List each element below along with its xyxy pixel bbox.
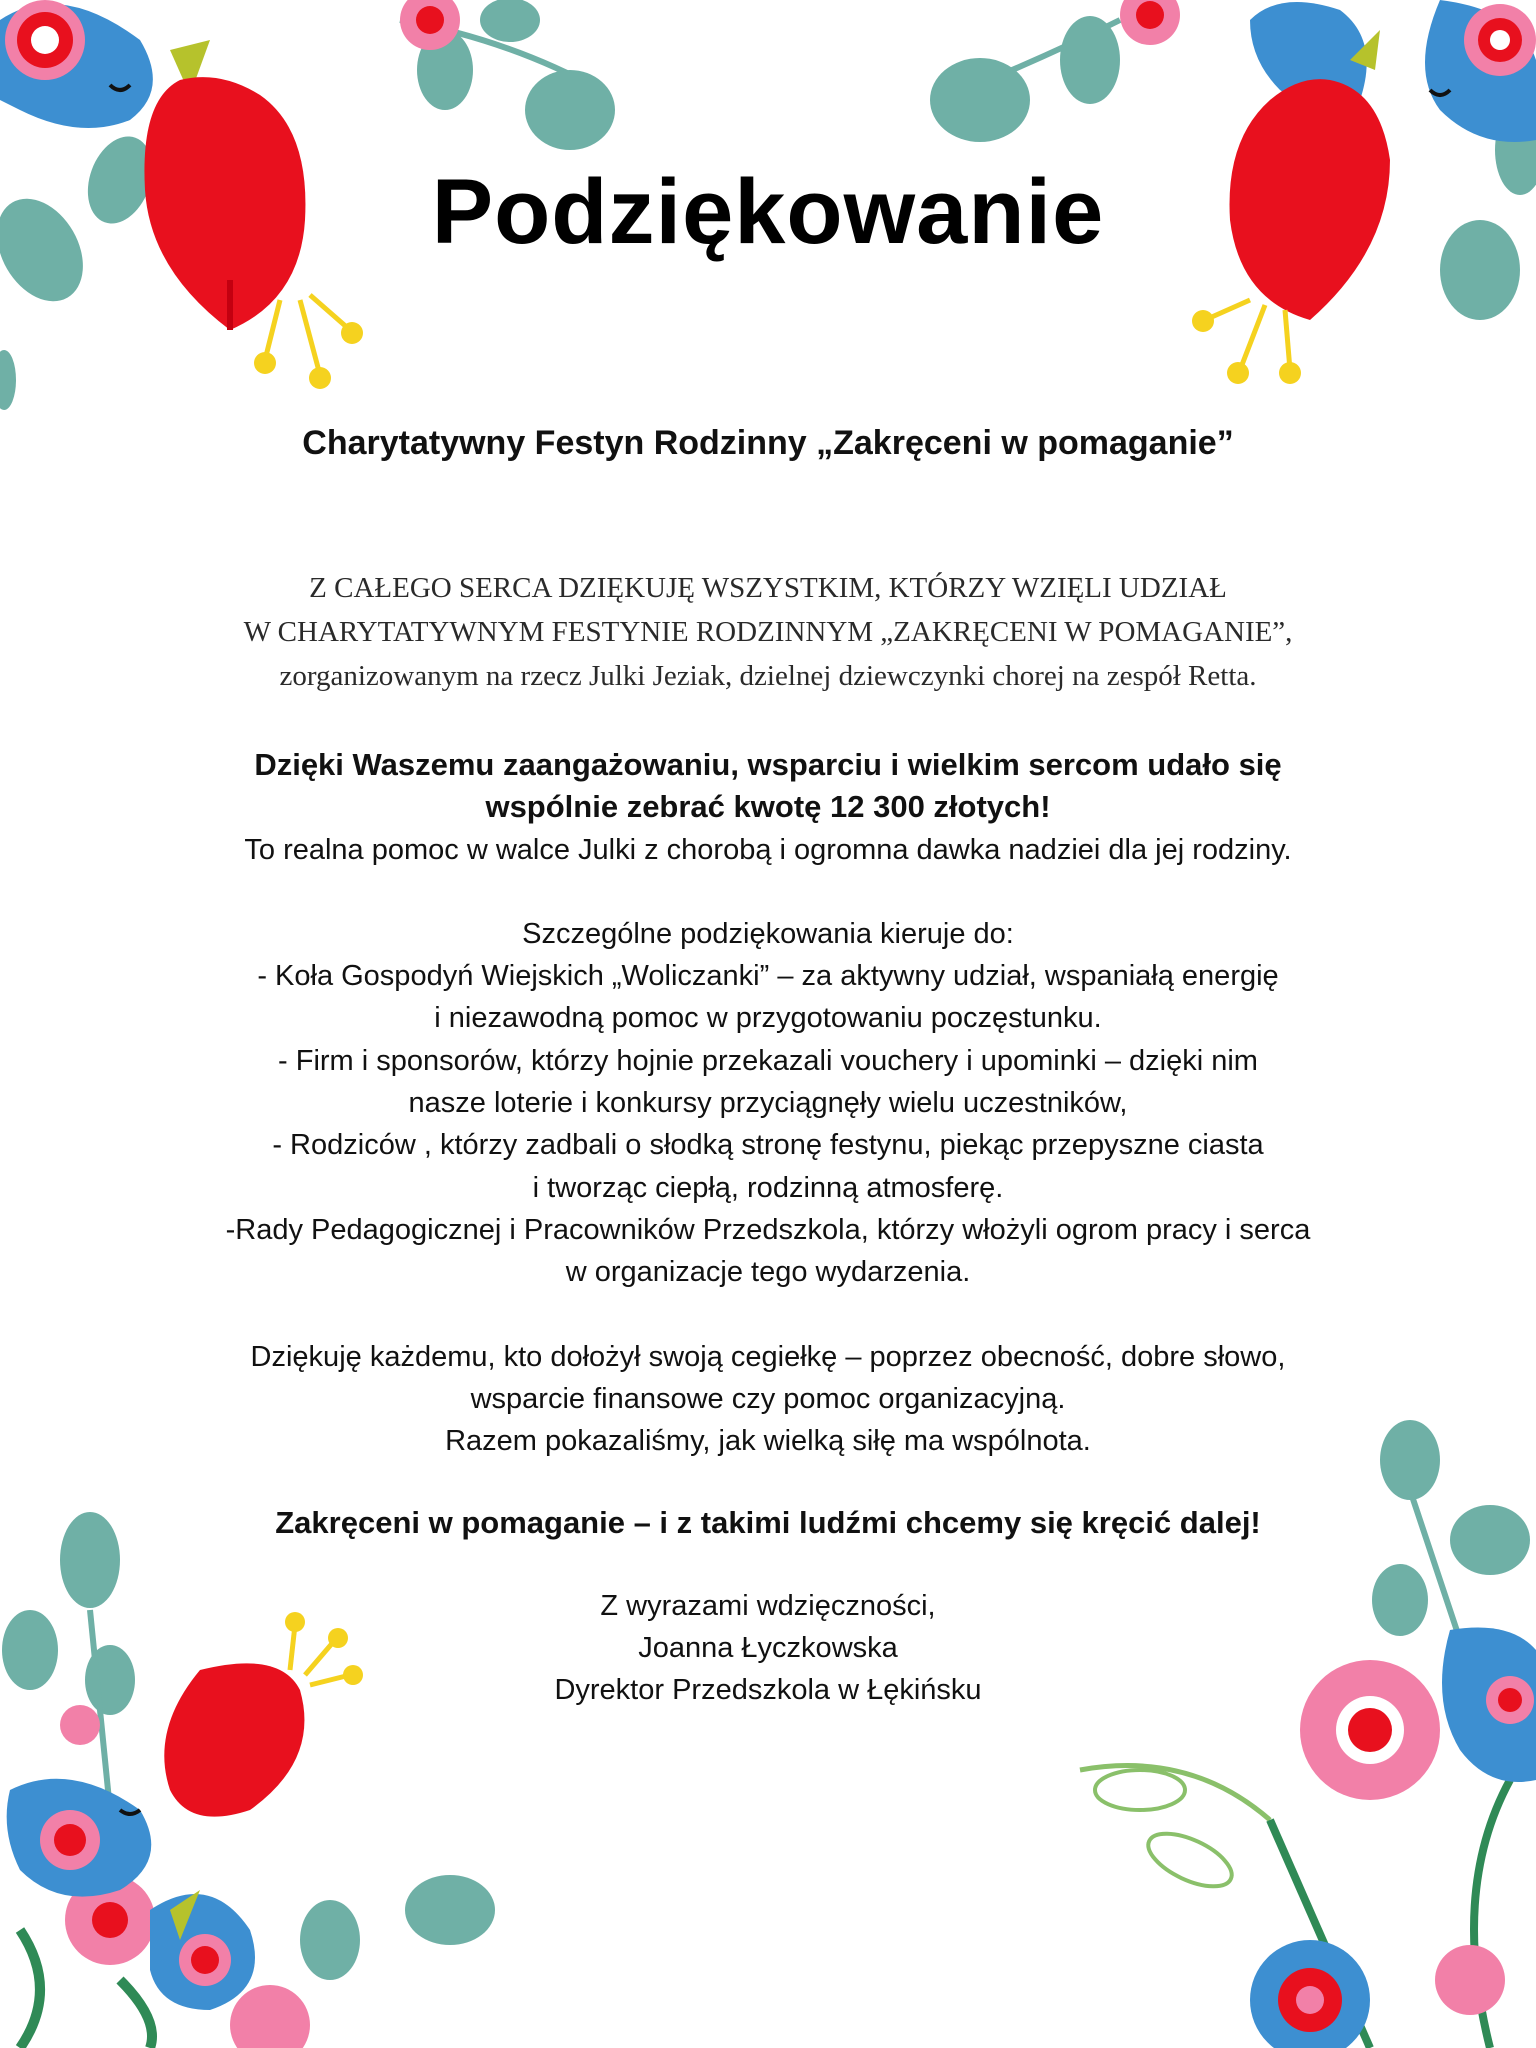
intro-line: zorganizowanym na rzecz Julki Jeziak, dzielnej dziewczynki chorej na zespół Retta. [279, 660, 1257, 692]
highlight-followup: To realna pomoc w walce Julki z chorobą i ogromna dawka nadziei dla jej rodziny. [244, 833, 1292, 866]
letter-body [0, 744, 1536, 1712]
thanks-line: - Koła Gospodyń Wiejskich „Woliczanki” – za aktywny udział, wspaniałą energię [257, 960, 1279, 993]
closing-line: Dziękuję każdemu, kto dołożył swoją cegiełkę – poprzez obecność, dobre słowo, [250, 1340, 1286, 1373]
closing-line: wsparcie finansowe czy pomoc organizacyjną. [470, 1382, 1066, 1415]
signature-name: Joanna Łyczkowska [638, 1632, 898, 1665]
page-title: Podziękowanie [431, 161, 1105, 263]
intro-line: W CHARYTATYWNYM FESTYNIE RODZINNYM „ZAKRĘCENI W POMAGANIE”, [243, 616, 1293, 648]
intro-line: Z CAŁEGO SERCA DZIĘKUJĘ WSZYSTKIM, KTÓRZY WZIĘLI UDZIAŁ [309, 572, 1227, 604]
highlight-line: wspólnie zebrać kwotę 12 300 złotych! [485, 789, 1051, 825]
thanks-line: - Rodziców , którzy zadbali o słodką stronę festynu, piekąc przepyszne ciasta [272, 1129, 1264, 1162]
event-subtitle: Charytatywny Festyn Rodzinny „Zakręceni w pomaganie” [302, 424, 1234, 462]
thanks-line: -Rady Pedagogicznej i Pracowników Przedszkola, którzy włożyli ogrom pracy i serca [225, 1213, 1311, 1246]
signature-role: Dyrektor Przedszkola w Łękińsku [554, 1674, 982, 1707]
thanks-heading: Szczególne podziękowania kieruje do: [522, 917, 1014, 950]
thanks-line: i tworząc ciepłą, rodzinną atmosferę. [532, 1171, 1004, 1204]
intro-paragraph [0, 566, 1536, 698]
signature-salutation: Z wyrazami wdzięczności, [600, 1589, 936, 1622]
motto: Zakręceni w pomaganie – i z takimi ludźmi chcemy się kręcić dalej! [275, 1505, 1261, 1541]
thanks-line: nasze loterie i konkursy przyciągnęły wielu uczestników, [408, 1087, 1128, 1120]
highlight-line: Dzięki Waszemu zaangażowaniu, wsparciu i wielkim sercom udało się [254, 747, 1282, 782]
closing-line: Razem pokazaliśmy, jak wielką siłę ma wspólnota. [445, 1425, 1091, 1458]
thanks-line: - Firm i sponsorów, którzy hojnie przekazali vouchery i upominki – dzięki nim [278, 1044, 1258, 1077]
flower-icon [1120, 0, 1180, 45]
thanks-line: i niezawodną pomoc w przygotowaniu poczęstunku. [434, 1002, 1102, 1035]
thanks-line: w organizacje tego wydarzenia. [565, 1256, 971, 1289]
top-center-left-leaves [360, 0, 620, 160]
